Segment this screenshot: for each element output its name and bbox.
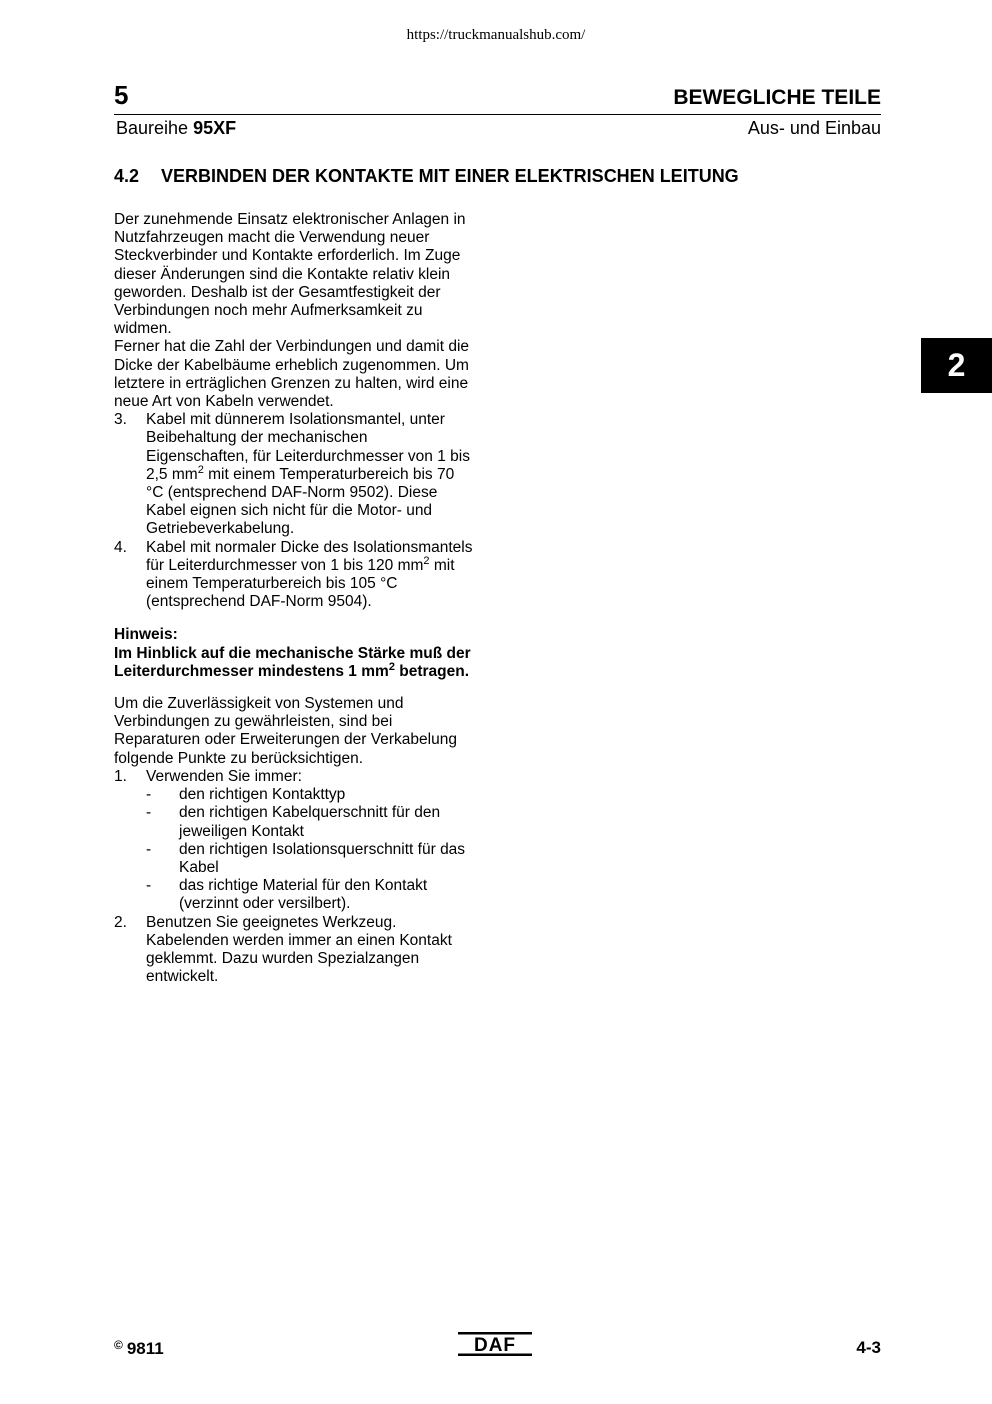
list-number: 4. (114, 538, 127, 556)
dash-item (146, 841, 474, 877)
list-text (146, 411, 474, 538)
dash-marker: - (146, 840, 152, 858)
list-text (146, 539, 474, 612)
note-block (114, 626, 474, 681)
content-column (114, 211, 474, 986)
dash-text: den richtigen Isolationsquerschnitt für das Kabel (179, 840, 466, 876)
list-text-b: mit einem Temperaturbereich bis 105 °C (entsprechend DAF-Norm 9504). (146, 556, 455, 611)
series-model: 95XF (193, 118, 237, 138)
list-text-b: mit einem Temperaturbereich bis 70 °C (entsprechend DAF-Norm 9502). Diese Kabel eignen sich nicht für die Motor- und Getriebeverkabelung. (146, 465, 455, 538)
list-item (114, 411, 474, 538)
header-rule (114, 114, 881, 115)
logo-text: DAF (473, 1335, 517, 1356)
page-number: 4-3 (856, 1338, 881, 1357)
step-item (114, 768, 474, 786)
chapter-subtitle: Aus- und Einbau (747, 118, 881, 138)
dash-item (146, 786, 474, 804)
list-number: 3. (114, 411, 127, 429)
requirements-paragraph: Um die Zuverlässigkeit von Systemen und Verbindungen zu gewährleisten, sind bei Reparaturen oder Erweiterungen der Verkabelung folgende Punkte zu berücksichtigen. (114, 695, 457, 767)
superscript: 2 (423, 554, 430, 567)
chapter-title: BEWEGLICHE TEILE (673, 86, 881, 109)
chapter-number: 5 (114, 80, 129, 110)
superscript: 2 (197, 463, 204, 476)
superscript: 2 (388, 660, 395, 673)
intro-paragraph-2: Ferner hat die Zahl der Verbindungen und damit die Dicke der Kabelbäume erheblich zugenommen. Um letztere in erträglichen Grenzen zu halten, wird eine neue Art von Kabeln verwendet. (114, 338, 470, 411)
dash-item (146, 804, 474, 840)
section-heading (114, 166, 739, 187)
source-url: https://truckmanualshub.com/ (406, 27, 586, 43)
series-label: Baureihe (116, 118, 189, 138)
list-text-a: Kabel mit normaler Dicke des Isolationsmantels für Leiterdurchmesser von 1 bis 120 mm (146, 538, 473, 574)
intro-paragraph: Der zunehmende Einsatz elektronischer Anlagen in Nutzfahrzeugen macht die Verwendung neuer Steckverbinder und Kontakte erforderlich. Im Zuge dieser Änderungen sind die Kontakte relativ klein geworden. Deshalb ist der Gesamtfestigkeit der Verbindungen noch mehr Aufmerksamkeit zu widmen. (114, 211, 466, 338)
dash-item (146, 877, 474, 913)
section-title: VERBINDEN DER KONTAKTE MIT EINER ELEKTRISCHEN LEITUNG (161, 166, 739, 186)
step-number: 1. (114, 767, 127, 785)
dash-text: das richtige Material für den Kontakt (verzinnt oder versilbert). (179, 877, 428, 913)
series-line (116, 118, 236, 139)
daf-logo (458, 1332, 532, 1356)
dash-text: den richtigen Kabelquerschnitt für den jeweiligen Kontakt (179, 804, 441, 840)
dash-text: den richtigen Kontakttyp (179, 786, 346, 804)
dash-marker: - (146, 877, 152, 895)
step-item (114, 914, 474, 987)
note-label: Hinweis: (114, 626, 178, 644)
step-text: Verwenden Sie immer: (146, 767, 302, 785)
step-number: 2. (114, 913, 127, 931)
note-text-b: betragen. (394, 662, 470, 680)
document-code: 9811 (126, 1339, 164, 1358)
section-number: 4.2 (114, 166, 140, 186)
footer-code (114, 1338, 164, 1359)
dash-marker: - (146, 804, 152, 822)
chapter-tab: 2 (921, 338, 992, 393)
copyright-symbol: © (114, 1338, 123, 1352)
dash-marker: - (146, 786, 152, 804)
step-text: Benutzen Sie geeignetes Werkzeug. Kabelenden werden immer an einen Kontakt geklemmt. Dazu wurden Spezialzangen entwickelt. (146, 913, 452, 986)
list-item (114, 539, 474, 612)
note-text-a: Im Hinblick auf die mechanische Stärke muß der Leiterdurchmesser mindestens 1 mm (114, 644, 471, 680)
list-text-a: Kabel mit dünnerem Isolationsmantel, unter Beibehaltung der mechanischen Eigenschaften, für Leiterdurchmesser von 1 bis 2,5 mm (146, 411, 470, 483)
